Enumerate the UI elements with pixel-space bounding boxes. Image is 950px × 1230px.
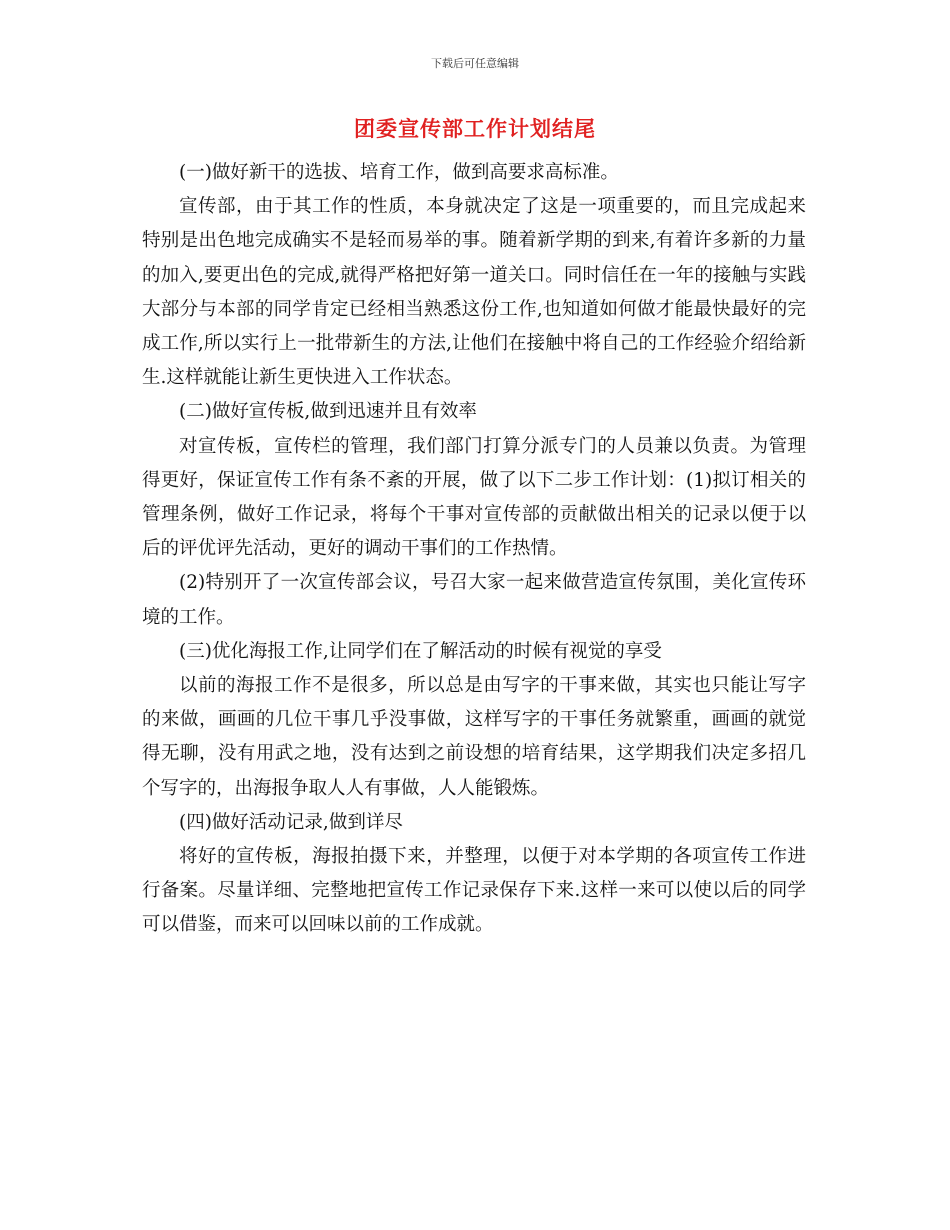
paragraph: 将好的宣传板，海报拍摄下来，并整理，以便于对本学期的各项宣传工作进行备案。尽量详细、完整地把宣传工作记录保存下来.这样一来可以使以后的同学可以借鉴，而来可以回味以前的工作成就。 bbox=[142, 846, 806, 936]
paragraph-section-4-heading: (四)做好活动记录,做到详尽 bbox=[179, 811, 403, 833]
paragraph-section-3-heading: (三)优化海报工作,让同学们在了解活动的时候有视觉的享受 bbox=[179, 640, 662, 662]
document-title: 团委宣传部工作计划结尾 bbox=[354, 117, 596, 141]
header-note: 下载后可任意编辑 bbox=[431, 57, 519, 70]
paragraph-section-1-heading: (一)做好新干的选拔、培育工作，做到高要求高标准。 bbox=[179, 162, 619, 183]
paragraph: 宣传部，由于其工作的性质，本身就决定了这是一项重要的，而且完成起来特别是出色地完成确实不是轻而易举的事。随着新学期的到来,有着许多新的力量的加入,要更出色的完成,就得严格把好第一道关口。同时信任在一年的接触与实践大部分与本部的同学肯定已经相当熟悉这份工作,也知道如何做才能最快最好的完成工作,所以实行上一批带新生的方法,让他们在接触中将自己的工作经验介绍给新生.这样就能让新生更快进入工作状态。 bbox=[142, 196, 806, 389]
paragraph: (2)特别开了一次宣传部会议，号召大家一起来做营造宣传氛围，美化宣传环境的工作。 bbox=[142, 572, 806, 628]
paragraph: 对宣传板，宣传栏的管理，我们部门打算分派专门的人员兼以负责。为管理得更好，保证宣传工作有条不紊的开展，做了以下二步工作计划：(1)拟订相关的管理条例，做好工作记录，将每个干事对宣传部的贡献做出相关的记录以便于以后的评优评先活动，更好的调动干事们的工作热情。 bbox=[142, 435, 806, 560]
paragraph-section-2-heading: (二)做好宣传板,做到迅速并且有效率 bbox=[179, 401, 477, 423]
document-body bbox=[142, 156, 806, 943]
paragraph: 以前的海报工作不是很多，所以总是由写字的干事来做，其实也只能让写字的来做，画画的几位干事几乎没事做，这样写字的干事任务就繁重，画画的就觉得无聊，没有用武之地，没有达到之前设想的培育结果，这学期我们决定多招几个写字的，出海报争取人人有事做，人人能锻炼。 bbox=[142, 675, 806, 799]
